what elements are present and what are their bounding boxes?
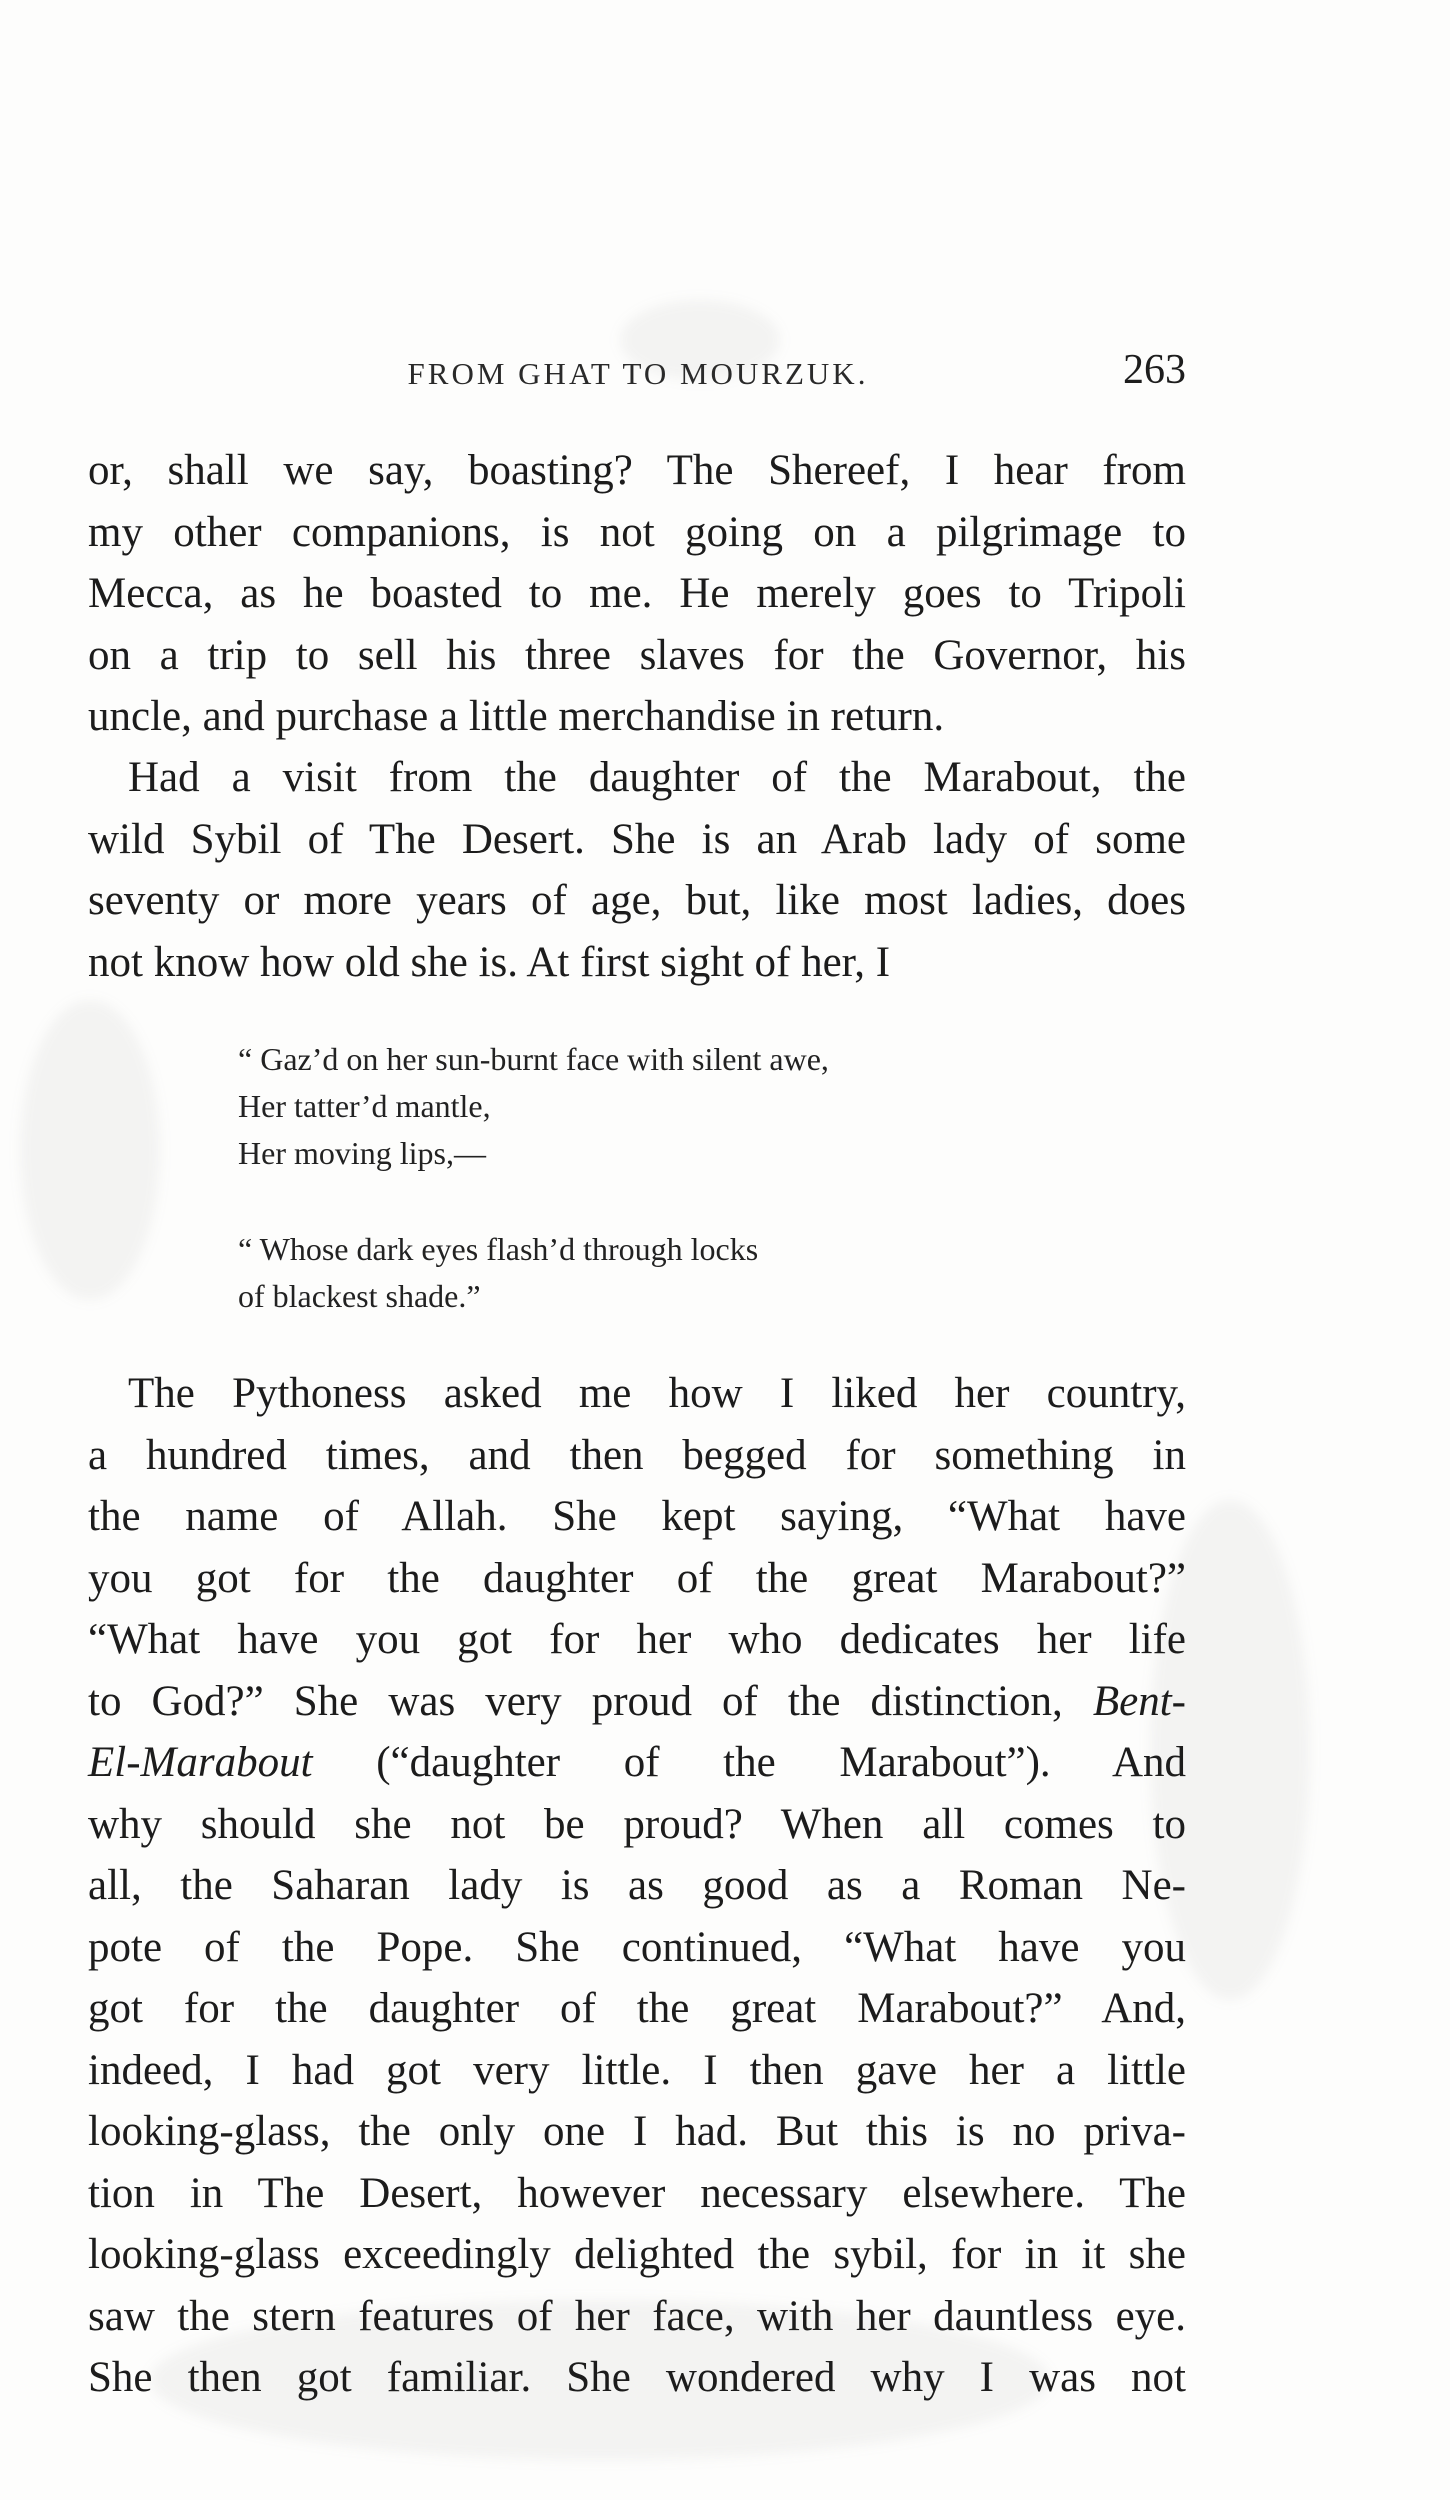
text-line: tion in The Desert, however necessary elsewhere. The [88, 2169, 1186, 2217]
page-number: 263 [1123, 347, 1186, 393]
text-line: She then got familiar. She wondered why I was not [88, 2354, 1186, 2401]
text-run: (“daughter of the Marabout”). And [376, 1739, 1187, 1786]
text-line: the name of Allah. She kept saying, “What have [88, 1493, 1186, 1540]
verse-line: of blackest shade.” [238, 1278, 481, 1314]
text-line: “What have you got for her who dedicates her life [88, 1616, 1186, 1663]
text-line: on a trip to sell his three slaves for the Governor, his [88, 631, 1186, 679]
text-line: Mecca, as he boasted to me. He merely goes to Tripoli [88, 570, 1186, 617]
text-line [88, 1671, 1186, 1733]
text-line: why should she not be proud? When all comes to [88, 1800, 1186, 1848]
text-line: all, the Saharan lady is as good as a Roman Ne- [88, 1862, 1186, 1909]
text-line: Had a visit from the daughter of the Marabout, the [128, 754, 1186, 801]
text-line: my other companions, is not going on a pilgrimage to [88, 508, 1186, 556]
text-line: pote of the Pope. She continued, “What have you [88, 1923, 1186, 1971]
verse-quote-1 [238, 1036, 1038, 1177]
verse-line: “ Whose dark eyes flash’d through locks [238, 1231, 759, 1267]
text-line: got for the daughter of the great Marabout?” And, [88, 1985, 1186, 2032]
paragraph-1 [88, 440, 1186, 748]
italic-term: El-Marabout [88, 1739, 313, 1786]
text-line: looking-glass, the only one I had. But this is no priva- [88, 2108, 1186, 2155]
text-line: not know how old she is. At first sight of her, I [88, 938, 891, 986]
verse-line: Her moving lips,— [238, 1135, 486, 1171]
text-line: wild Sybil of The Desert. She is an Arab lady of some [88, 815, 1186, 863]
text-line: uncle, and purchase a little merchandise in return. [88, 693, 945, 740]
running-title: FROM GHAT TO MOURZUK. [407, 356, 869, 391]
paper-speckle [20, 1000, 160, 1300]
paragraph-2 [88, 747, 1186, 993]
text-line: saw the stern features of her face, with her dauntless eye. [88, 2292, 1186, 2340]
running-head [90, 346, 1186, 396]
text-line: or, shall we say, boasting? The Shereef, I hear from [88, 447, 1186, 494]
text-line [88, 1732, 1186, 1794]
italic-term: Bent- [1092, 1677, 1186, 1725]
text-run: to God?” She was very proud of the distinction, [88, 1677, 1063, 1725]
paragraph-3 [88, 1363, 1186, 2409]
text-line: you got for the daughter of the great Marabout?” [88, 1554, 1186, 1602]
text-line: indeed, I had got very little. I then gave her a little [88, 2046, 1186, 2094]
text-line: a hundred times, and then begged for something in [88, 1431, 1186, 1479]
verse-line: “ Gaz’d on her sun-burnt face with silent awe, [238, 1041, 829, 1077]
text-line: The Pythoness asked me how I liked her country, [128, 1370, 1186, 1417]
text-line: looking-glass exceedingly delighted the sybil, for in it she [88, 2231, 1186, 2278]
text-line: seventy or more years of age, but, like most ladies, does [88, 877, 1186, 924]
verse-quote-2 [238, 1226, 1038, 1320]
verse-line: Her tatter’d mantle, [238, 1088, 491, 1124]
